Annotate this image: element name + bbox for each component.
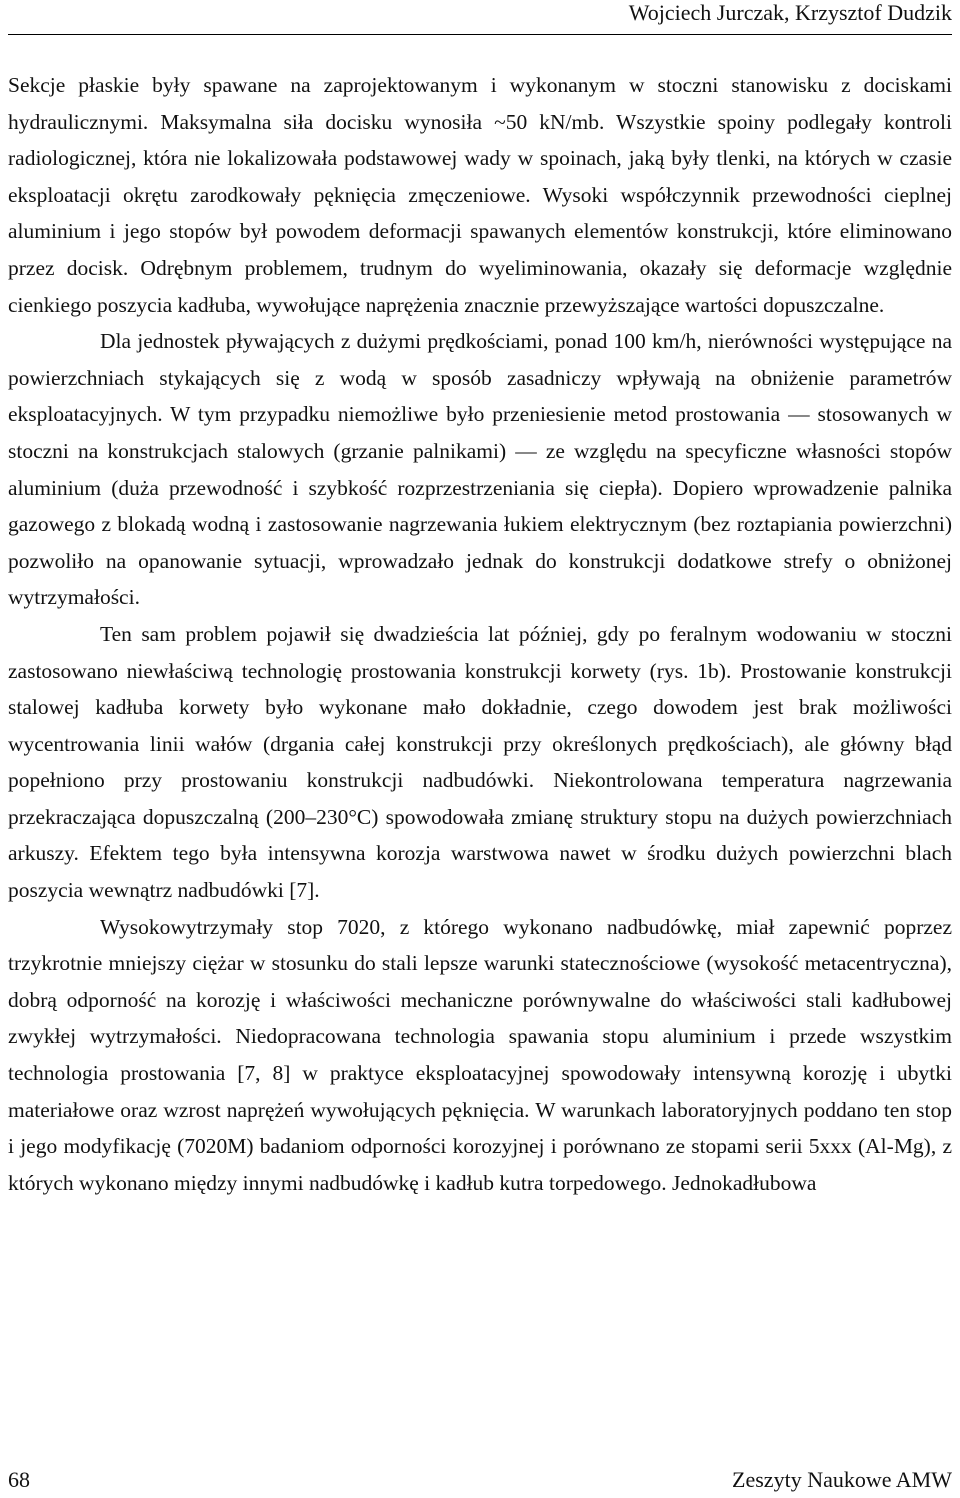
paragraph-high-speed-vessels: Dla jednostek pływających z dużymi prędkościami, ponad 100 km/h, nierówności występujące na powierzchniach stykających się z wodą w sposób zasadniczy wpływają na obniżenie parametrów eksploatacyjnych. W tym przypadku niemożliwe było przeniesienie metod prostowania — stosowanych w stoczni na konstrukcjach stalowych (grzanie palnikami) — ze względu na specyficzne własności stopów aluminium (duża przewodność i szybkość rozprzestrzeniania się ciepła). Dopiero wprowadzenie palnika gazowego z blokadą wodną i zastosowanie nagrzewania łukiem elektrycznym (bez roztapiania powierzchni) pozwoliło na opanowanie sytuacji, wprowadzało jednak do konstrukcji dodatkowe strefy o obniżonej wytrzymałości. bbox=[8, 329, 952, 610]
running-header-authors: Wojciech Jurczak, Krzysztof Dudzik bbox=[628, 0, 952, 25]
journal-name: Zeszyty Naukowe AMW bbox=[732, 1467, 952, 1492]
paragraph-alloy-7020: Wysokowytrzymały stop 7020, z którego wykonano nadbudówkę, miał zapewnić poprzez trzykrotnie mniejszy ciężar w stosunku do stali lepsze warunki statecznościowe (wysokość metacentryczna), dobrą odporność na korozję i właściwości mechaniczne porównywalne do właściwości stali kadłubowej zwykłej wytrzymałości. Niedopracowana technologia spawania stopu aluminium i przede wszystkim technologia prostowania [7, 8] w praktyce eksploatacyjnej spowodowały intensywną korozję i ubytki materiałowe oraz wzrost naprężeń wywołujących pęknięcia. W warunkach laboratoryjnych poddano ten stop i jego modyfikację (7020M) badaniom odporności korozyjnej i porównano ze stopami serii 5xxx (Al-Mg), z których wykonano między innymi nadbudówkę i kadłub kutra torpedowego. Jednokadłubowa bbox=[8, 914, 952, 1195]
paragraph-welding-sections: Sekcje płaskie były spawane na zaprojektowanym i wykonanym w stoczni stanowisku z dociskami hydraulicznymi. Maksymalna siła docisku wynosiła ~50 kN/mb. Wszystkie spoiny podlegały kontroli radiologicznej, która nie lokalizowała podstawowej wady w spoinach, jaką były tlenki, na których w czasie eksploatacji okrętu zarodkowały pęknięcia zmęczeniowe. Wysoki współczynnik przewodności cieplnej aluminium i jego stopów był powodem deformacji spawanych elementów konstrukcji, które eliminowano przez docisk. Odrębnym problemem, trudnym do wyeliminowania, okazały się deformacje względnie cienkiego poszycia kadłuba, wywołujące naprężenia znacznie przewyższające wartości dopuszczalne. bbox=[8, 73, 952, 317]
page-number: 68 bbox=[8, 1467, 30, 1492]
paragraph-corvette-straightening: Ten sam problem pojawił się dwadzieścia lat później, gdy po feralnym wodowaniu w stoczni zastosowano niewłaściwą technologię prostowania konstrukcji korwety (rys. 1b). Prostowanie konstrukcji stalowej kadłuba korwety było wykonane mało dokładnie, czego dowodem jest brak możliwości wycentrowania linii wałów (drgania całej konstrukcji przy określonych prędkościach), ale główny błąd popełniono przy prostowaniu konstrukcji nadbudówki. Niekontrolowana temperatura nagrzewania przekraczająca dopuszczalną (200–230°C) spowodowała zmianę struktury stopu na dużych powierzchniach arkuszy. Efektem tego była intensywna korozja warstwowa nawet w środku dużych powierzchni blach poszycia wewnątrz nadbudówki [7]. bbox=[8, 621, 952, 903]
header-divider bbox=[8, 34, 952, 35]
article-body bbox=[8, 67, 952, 1201]
